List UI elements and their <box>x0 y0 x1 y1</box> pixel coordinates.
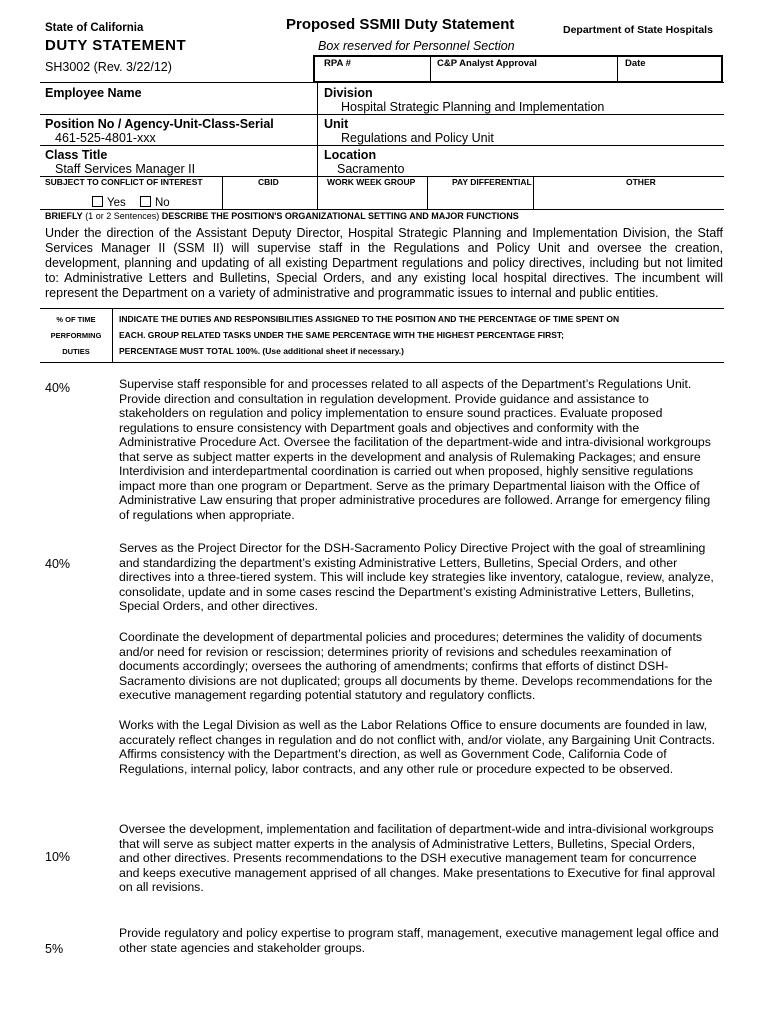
unit-value: Regulations and Policy Unit <box>341 131 494 145</box>
date-label: Date <box>625 58 646 69</box>
duties-instructions-header <box>119 311 724 359</box>
duty-percent: 10% <box>45 850 71 864</box>
no-checkbox[interactable] <box>140 196 151 207</box>
percent-time-header <box>40 312 112 360</box>
no-label: No <box>155 197 170 209</box>
department-label: Department of State Hospitals <box>563 24 713 36</box>
duty-text: Oversee the development, implementation and facilitation of department-wide and intra-divisional workgroups that will serve as subject matter experts in the analysis of Administrative Letters, Bulletins, Special Orders, and other directives. Presents recommendations to the DSH executive management team for concurrence and keeps executive management apprised of all changes. Make presentations to Executive for final approval on all revisions. <box>119 822 716 894</box>
division-label: Division <box>324 86 373 100</box>
coi-label: SUBJECT TO CONFLICT OF INTEREST <box>45 177 203 187</box>
division-value: Hospital Strategic Planning and Implementation <box>341 100 605 114</box>
class-title-label: Class Title <box>45 148 108 162</box>
duty-text: Works with the Legal Division as well as the Labor Relations Office to ensure documents are founded in law, accurately reflect changes in regulation and do not conflict with, and/or violate, any Bargaining Unit Contracts. Affirms consistency with the Department’s direction, as well as Government Code, California Code of Regulations, internal policy, labor contracts, and any other rule or procedure expected to be observed. <box>119 718 716 776</box>
col2-line1: INDICATE THE DUTIES AND RESPONSIBILITIES ASSIGNED TO THE POSITION AND THE PERCENTAGE OF TIME SPENT ON <box>119 314 620 324</box>
duty-percent: 40% <box>45 557 71 571</box>
other-label: OTHER <box>626 177 656 187</box>
state-label: State of California <box>45 22 144 34</box>
col1-line2: PERFORMING <box>50 331 102 340</box>
employee-name-label: Employee Name <box>45 86 142 100</box>
form-number: SH3002 (Rev. 3/22/12) <box>45 60 172 74</box>
col1-line1: % OF TIME <box>56 315 96 324</box>
paydiff-label: PAY DIFFERENTIAL <box>452 177 532 187</box>
briefly-label <box>45 211 519 221</box>
form-title: DUTY STATEMENT <box>45 37 187 54</box>
yes-option[interactable] <box>92 196 126 209</box>
yes-label: Yes <box>107 197 126 209</box>
col2-line3: PERCENTAGE MUST TOTAL 100%. (Use additional sheet if necessary.) <box>119 346 404 356</box>
unit-label: Unit <box>324 117 349 131</box>
proposed-title: Proposed SSMII Duty Statement <box>286 16 515 33</box>
personnel-box-label: Box reserved for Personnel Section <box>318 39 515 53</box>
duty-text: Serves as the Project Director for the DSH-Sacramento Policy Directive Project with the goal of streamlining and standardizing the department’s existing Administrative Letters, Bulletins, Special Orders, and other directives into a three-tiered system. This will include key strategies like inventory, catalogue, review, analyze, consolidate, update and in some cases rescind the Department’s existing Administrative Letters, Bulletins, Special Orders, and other directives. <box>119 541 714 613</box>
cp-analyst-label: C&P Analyst Approval <box>437 58 537 69</box>
rpa-label: RPA # <box>324 58 351 69</box>
duty-percent: 40% <box>45 381 71 395</box>
col1-line3: DUTIES <box>62 347 90 356</box>
briefly-text: Under the direction of the Assistant Deputy Director, Hospital Strategic Planning and Implementation Division, the Staff Services Manager II (SSM II) will supervise staff in the Regulations and Policy Unit and oversee the creation, development, planning and updating of all existing Department regulations and policy directives, including but not limited to: Administrative Letters and Bulletins, Special Orders, and any existing local hospital directives. The incumbent will represent the Department on a variety of administrative and programmatic issues to internal and public entities. <box>45 226 723 300</box>
class-title-value: Staff Services Manager II <box>55 162 196 176</box>
cbid-label: CBID <box>258 177 279 187</box>
workweek-label: WORK WEEK GROUP <box>327 177 416 187</box>
position-value: 461-525-4801-xxx <box>55 131 156 145</box>
briefly-normal: (1 or 2 Sentences) <box>82 211 162 221</box>
duty-percent: 5% <box>45 942 64 956</box>
duty-text: Coordinate the development of departmental policies and procedures; determines the validity of documents and/or need for revision or rescission; determines priority of revisions and schedules reexamination of documents accordingly; oversees the authoring of amendments; confirms that efforts of distinct DSH-Sacramento divisions are not duplicated; groups all documents by theme. Develops recommendations for the executive management regarding potential statutory and regulatory conflicts. <box>119 630 713 702</box>
location-value: Sacramento <box>337 162 405 176</box>
briefly-bold1: BRIEFLY <box>45 211 83 221</box>
no-option[interactable] <box>140 196 170 209</box>
duty-text: Provide regulatory and policy expertise to program staff, management, executive management legal office and other state agencies and stakeholder groups. <box>119 926 719 955</box>
duty-text: Supervise staff responsible for and processes related to all aspects of the Department’s Regulations Unit. Provide direction and consultation in regulation development. Provide guidance and assistance to stakeholders on regulation and policy implementation to ensure sound practices. Evaluate proposed regulations to ensure consistency with Department goals and objectives and conformity with the Administrative Procedure Act. Oversee the facilitation of the department-wide and intra-divisional workgroups that serve as subject matter experts in the development and analysis of Rulemaking Packages; and ensure Interdivision and interdepartmental coordination is carried out when proposed, highly sensitive regulations impact more than one program or Department. Serve as the primary Departmental liaison with the Office of Administrative Law ensuring that proper administrative procedures are followed. Arrange for emergency filing of regulations when appropriate. <box>119 377 711 522</box>
yes-checkbox[interactable] <box>92 196 103 207</box>
briefly-bold2: DESCRIBE THE POSITION'S ORGANIZATIONAL SETTING AND MAJOR FUNCTIONS <box>161 211 519 221</box>
col2-line2: EACH. GROUP RELATED TASKS UNDER THE SAME PERCENTAGE WITH THE HIGHEST PERCENTAGE FIRST; <box>119 330 565 340</box>
position-label: Position No / Agency-Unit-Class-Serial <box>45 117 274 131</box>
location-label: Location <box>324 148 377 162</box>
